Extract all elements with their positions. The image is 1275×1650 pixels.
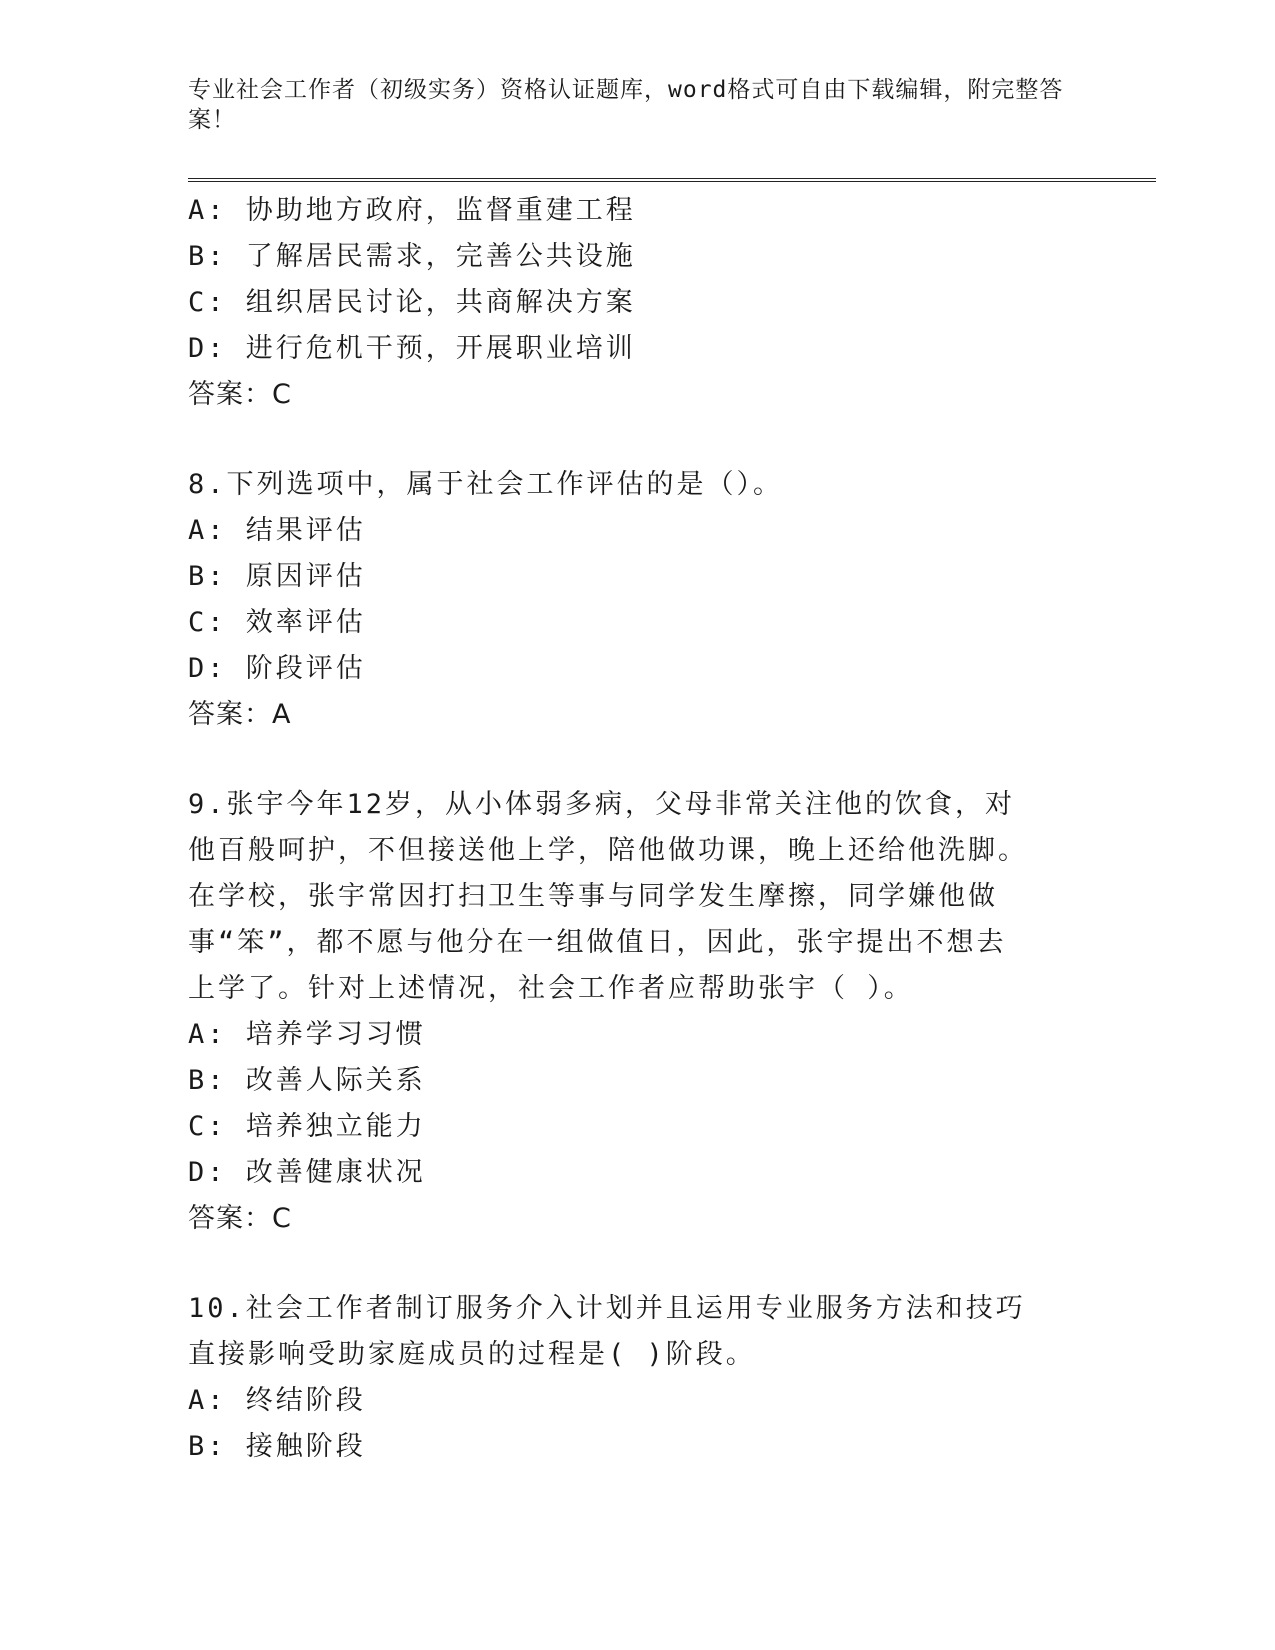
answer: 答案：C (188, 379, 292, 410)
option-a: A: 结果评估 (188, 515, 366, 546)
document-header: 专业社会工作者（初级实务）资格认证题库，word格式可自由下载编辑，附完整答案！ (188, 77, 1064, 133)
answer: 答案：C (188, 1203, 292, 1234)
question-block (188, 462, 1088, 738)
option-a: A: 协助地方政府，监督重建工程 (188, 195, 636, 226)
option-c: C: 组织居民讨论，共商解决方案 (188, 287, 636, 318)
option-a: A: 终结阶段 (188, 1385, 366, 1416)
option-c: C: 培养独立能力 (188, 1111, 426, 1142)
option-a: A: 培养学习习惯 (188, 1019, 426, 1050)
option-b: B: 接触阶段 (188, 1431, 366, 1462)
option-d: D: 阶段评估 (188, 653, 366, 684)
answer: 答案：A (188, 699, 292, 730)
option-d: D: 改善健康状况 (188, 1157, 426, 1188)
option-b: B: 了解居民需求，完善公共设施 (188, 241, 636, 272)
question-list (188, 188, 1088, 1470)
question-block (188, 188, 1088, 418)
header-divider (188, 178, 1156, 182)
option-b: B: 原因评估 (188, 561, 366, 592)
question-text: 10.社会工作者制订服务介入计划并且运用专业服务方法和技巧直接影响受助家庭成员的过程是( )阶段。 (188, 1293, 1026, 1370)
question-text: 9.张宇今年12岁，从小体弱多病，父母非常关注他的饮食，对他百般呵护，不但接送他上学，陪他做功课，晚上还给他洗脚。在学校，张宇常因打扫卫生等事与同学发生摩擦，同学嫌他做事“笨”，都不愿与他分在一组做值日，因此，张宇提出不想去上学了。针对上述情况，社会工作者应帮助张宇（ ）。 (188, 789, 1028, 1004)
option-d: D: 进行危机干预，开展职业培训 (188, 333, 636, 364)
option-c: C: 效率评估 (188, 607, 366, 638)
question-block (188, 1286, 1088, 1470)
option-b: B: 改善人际关系 (188, 1065, 426, 1096)
question-block (188, 782, 1088, 1242)
question-text: 8.下列选项中，属于社会工作评估的是（）。 (188, 469, 784, 500)
